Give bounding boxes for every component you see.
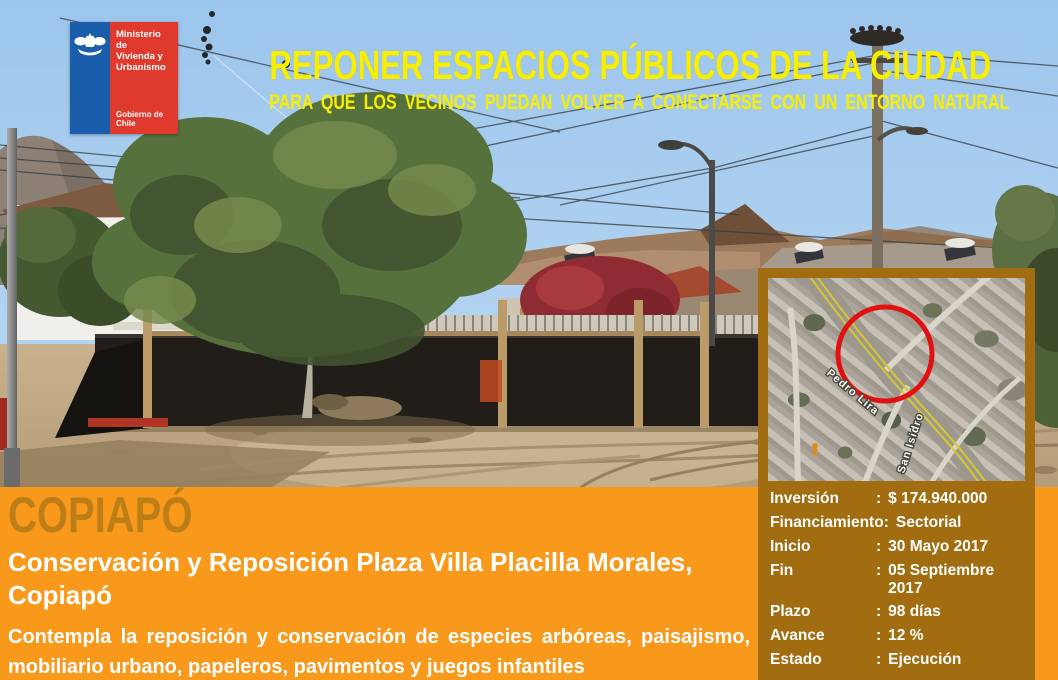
detail-value: Sectorial — [895, 513, 962, 531]
detail-label: Financiamiento — [770, 513, 884, 531]
detail-separator: : — [876, 561, 882, 579]
detail-label: Avance — [770, 627, 825, 645]
detail-label: Fin — [770, 561, 794, 579]
logo-flag-blue — [70, 22, 110, 134]
detail-value: 30 Mayo 2017 — [888, 537, 989, 555]
detail-row — [770, 627, 1025, 645]
project-name: Conservación y Reposición Plaza Villa Placilla Morales, Copiapó — [8, 547, 693, 611]
street-label: San Isidro — [895, 411, 927, 475]
detail-value: 05 Septiembre 2017 — [888, 561, 995, 597]
details-list — [768, 481, 1025, 680]
ministry-line: Ministerio de — [116, 29, 161, 51]
detail-label: Inversión — [770, 489, 839, 507]
government-label: Gobierno de Chile — [116, 110, 164, 128]
detail-value: $ 174.940.000 — [888, 489, 988, 507]
city-title: COPIAPÓ — [8, 487, 193, 543]
project-details-panel — [758, 268, 1035, 680]
project-description: Contempla la reposición y conservación de especies arbóreas, paisajismo, mobiliario urbano, papeleros, pavimentos y juegos infantiles — [8, 625, 750, 678]
ministry-line: Vivienda y — [116, 51, 163, 62]
satellite-map — [768, 278, 1025, 481]
detail-row — [770, 603, 1025, 621]
detail-value: 12 % — [888, 627, 924, 645]
detail-row — [770, 651, 1025, 669]
detail-separator: : — [876, 489, 882, 507]
ministry-name — [116, 29, 174, 73]
slide-title: REPONER ESPACIOS PÚBLICOS DE LA CIUDAD — [269, 42, 992, 88]
street-label: Pedro Lira — [824, 367, 882, 418]
detail-row — [770, 538, 1025, 556]
detail-label: Estado — [770, 651, 822, 669]
detail-value: Ejecución — [888, 651, 962, 669]
detail-separator: : — [883, 513, 889, 531]
project-info — [8, 489, 750, 680]
detail-separator: : — [876, 603, 882, 621]
detail-separator: : — [876, 627, 882, 645]
orange-side-strip — [1035, 487, 1058, 680]
detail-row — [770, 514, 1025, 532]
map-walker-icon — [812, 443, 818, 455]
detail-row — [770, 490, 1025, 508]
detail-separator: : — [876, 651, 882, 669]
coat-of-arms-icon — [74, 31, 106, 61]
detail-separator: : — [876, 537, 882, 555]
headline-block — [168, 44, 1012, 115]
detail-label: Plazo — [770, 603, 811, 621]
slide-subtitle: PARA QUE LOS VECINOS PUEDAN VOLVER A CONECTARSE CON UN ENTORNO NATURAL — [269, 91, 1010, 115]
detail-row — [770, 562, 1025, 598]
detail-label: Inicio — [770, 537, 811, 555]
detail-value: 98 días — [888, 603, 941, 621]
ministry-line: Urbanismo — [116, 62, 166, 73]
minvu-logo — [70, 22, 178, 134]
